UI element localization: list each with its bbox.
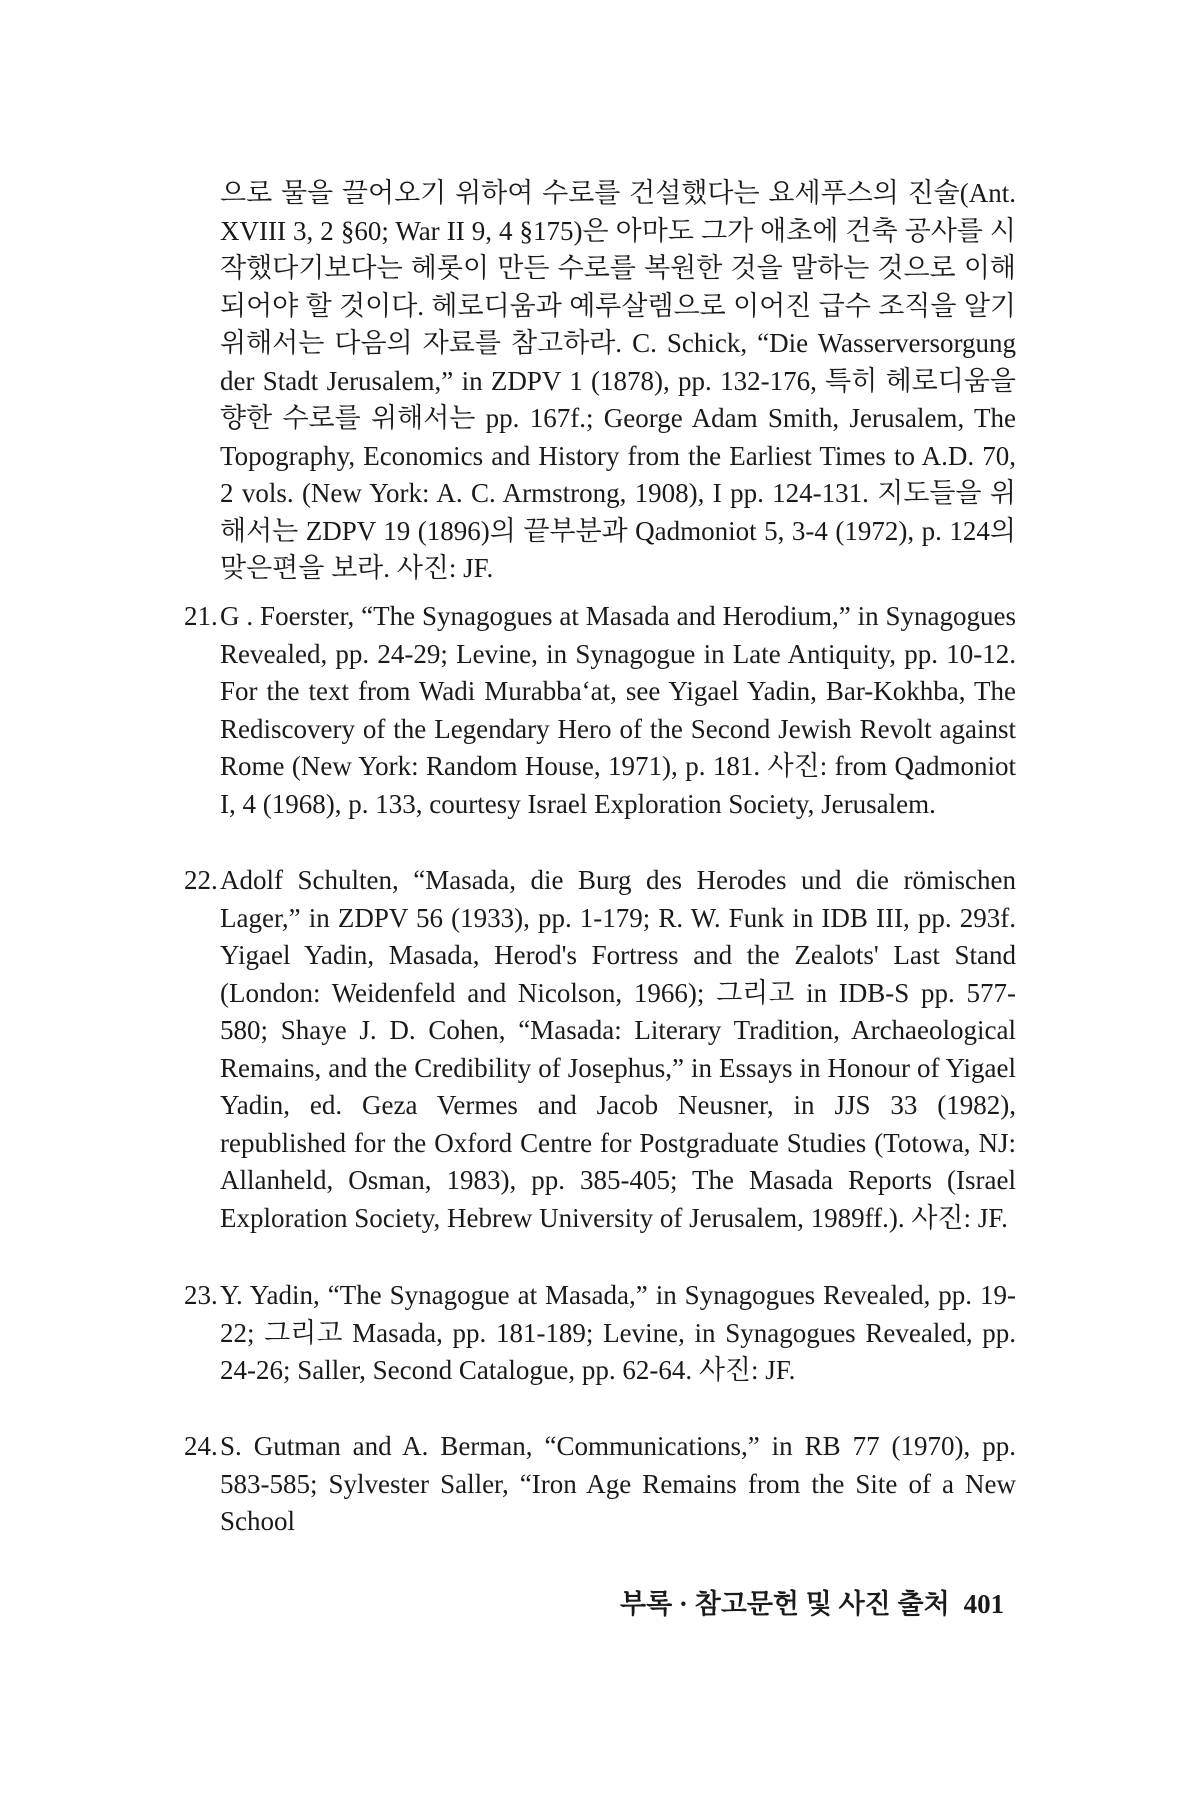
note-text: Adolf Schulten, “Masada, die Burg des Herodes und die römischen Lager,” in ZDPV 56 (1933), pp. 1-179; R. W. Funk in IDB III, pp. 293f. Yigael Yadin, Masada, Herod's Fortress and the Zealots' Last Stand (London: Weidenfeld and Nicolson, 1966); 그리고 in IDB-S pp. 577-580; Shaye J. D. Cohen, “Masada: Literary Tradition, Archaeological Remains, and the Credibility of Josephus,” in Essays in Honour of Yigael Yadin, ed. Geza Vermes and Jacob Neusner, in JJS 33 (1982), republished for the Oxford Centre for Postgraduate Studies (Totowa, NJ: Allanheld, Osman, 1983), pp. 385-405; The Masada Reports (Israel Exploration Society, Hebrew University of Jerusalem, 1989ff.). 사진: JF. (220, 865, 1016, 1233)
running-footer (620, 1582, 1020, 1621)
page-number: 401 (963, 1589, 1005, 1619)
note-23 (184, 1277, 1016, 1390)
note-number: 24. (184, 1431, 218, 1461)
note-text: S. Gutman and A. Berman, “Communications,” in RB 77 (1970), pp. 583-585; Sylvester Saller, “Iron Age Remains from the Site of a New School (220, 1431, 1016, 1536)
note-number: 21. (184, 601, 218, 631)
note-number: 23. (184, 1280, 218, 1310)
note-20-continuation: 으로 물을 끌어오기 위하여 수로를 건설했다는 요세푸스의 진술(Ant. XVIII 3, 2 §60; War II 9, 4 §175)은 아마도 그가 애초에 건축 공사를 시작했다기보다는 헤롯이 만든 수로를 복원한 것을 말하는 것으로 이해되어야 할 것이다. 헤로디움과 예루살렘으로 이어진 급수 조직을 알기 위해서는 다음의 자료를 참고하라. C. Schick, “Die Wasserversorgung der Stadt Jerusalem,” in ZDPV 1 (1878), pp. 132-176, 특히 헤로디움을 향한 수로를 위해서는 pp. 167f.; George Adam Smith, Jerusalem, The Topography, Economics and History from the Earliest Times to A.D. 70, 2 vols. (New York: A. C. Armstrong, 1908), I pp. 124-131. 지도들을 위해서는 ZDPV 19 (1896)의 끝부분과 Qadmoniot 5, 3-4 (1972), p. 124의 맞은편을 보라. 사진: JF. (220, 178, 1016, 583)
note-22 (184, 862, 1016, 1237)
note-text: Y. Yadin, “The Synagogue at Masada,” in Synagogues Revealed, pp. 19-22; 그리고 Masada, pp. 181-189; Levine, in Synagogues Revealed, pp. 24-26; Saller, Second Catalogue, pp. 62-64. 사진: JF. (220, 1280, 1016, 1385)
section-title: 부록 · 참고문헌 및 사진 출처 (620, 1589, 950, 1619)
note-number: 22. (184, 865, 218, 895)
note-text: G . Foerster, “The Synagogues at Masada and Herodium,” in Synagogues Revealed, pp. 24-29; Levine, in Synagogue in Late Antiquity, pp. 10-12. For the text from Wadi Murabba‘at, see Yigael Yadin, Bar-Kokhba, The Rediscovery of the Legendary Hero of the Second Jewish Revolt against Rome (New York: Random House, 1971), p. 181. 사진: from Qadmoniot I, 4 (1968), p. 133, courtesy Israel Exploration Society, Jerusalem. (220, 601, 1016, 819)
note-24 (184, 1428, 1016, 1541)
note-21 (184, 598, 1016, 823)
